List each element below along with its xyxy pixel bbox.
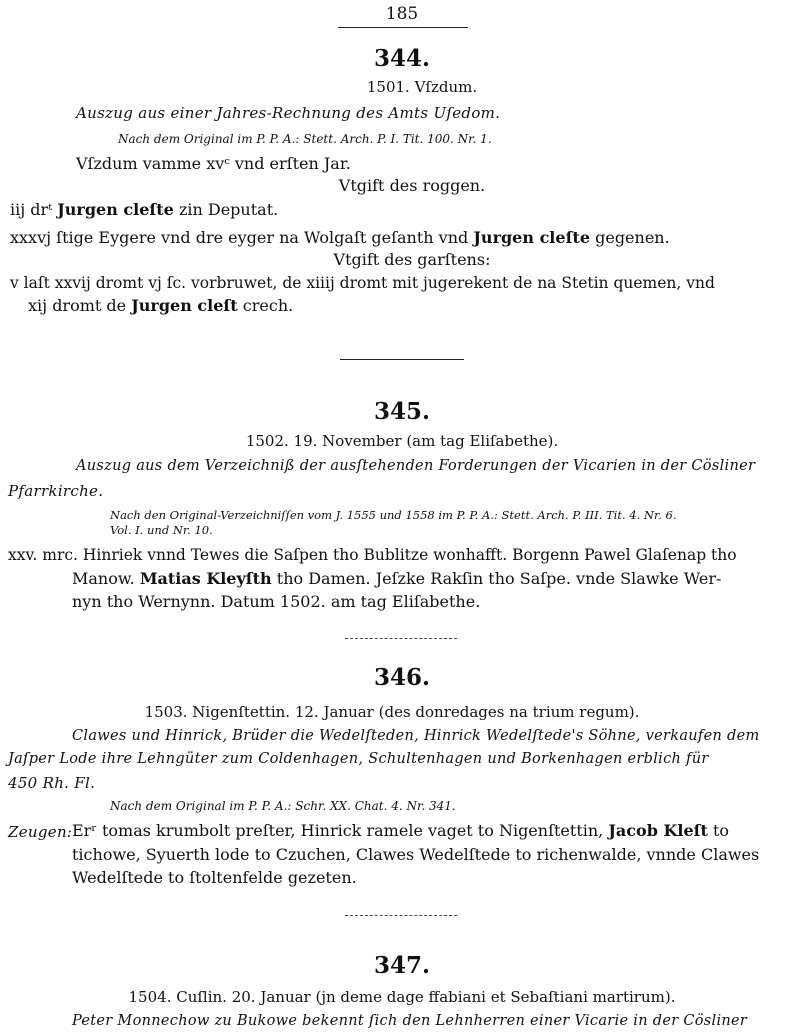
document-number-346: 346.: [373, 664, 431, 691]
text-line: Vſzdum vamme xvᶜ vnd erſten Jar.: [76, 154, 351, 173]
document-title-345-cont: Pfarrkirche.: [8, 482, 104, 500]
document-date-346: 1503. Nigenſtettin. 12. Januar (des donredages na trium regum).: [144, 703, 640, 721]
document-title-346-cont: 450 Rh. Fl.: [8, 774, 96, 792]
text-line: Manow. Matias Kleyſth tho Damen. Jeſzke Rakſin tho Saſpe. vnde Slawke Wer-: [72, 569, 722, 588]
text-line: tichowe, Syuerth lode to Czuchen, Clawes Wedelſtede to richenwalde, vnnde Clawes: [72, 845, 760, 864]
person-name: Jacob Kleſt: [608, 821, 708, 840]
document-source-345: Nach den Original-Verzeichniſſen vom J. 1555 und 1558 im P. P. A.: Stett. Arch. P. III. Tit. 4. Nr. 6.: [110, 508, 677, 522]
document-source-346: Nach dem Original im P. P. A.: Schr. XX. Chat. 4. Nr. 341.: [110, 799, 456, 813]
text-line: xxv. mrc. Hinriek vnnd Tewes die Saſpen tho Bublitze wonhafft. Borgenn Pawel Glaſenap tho: [8, 546, 737, 564]
text-line: xxxvj ſtige Eygere vnd dre eyger na Wolgaſt geſanth vnd Jurgen cleſte gegenen.: [10, 228, 670, 247]
document-title-346: Clawes und Hinrick, Brüder die Wedelſteden, Hinrick Wedelſtede's Söhne, verkaufen dem: [72, 728, 760, 744]
person-name: Matias Kleyſth: [139, 569, 272, 588]
document-source-344: Nach dem Original im P. P. A.: Stett. Arch. P. I. Tit. 100. Nr. 1.: [118, 132, 492, 146]
document-title-344: Auszug aus einer Jahres-Rechnung des Amts Uſedom.: [76, 104, 501, 122]
section-separator: [345, 638, 457, 639]
section-separator: [345, 915, 457, 916]
document-source-345-cont: Vol. I. und Nr. 10.: [110, 523, 213, 537]
page-number-rule: [338, 27, 468, 28]
document-number-345: 345.: [373, 398, 431, 425]
text-line: Wedelſtede to ſtoltenfelde gezeten.: [72, 868, 357, 887]
document-title-347: Peter Monnechow zu Bukowe bekennt ſich den Lehnherren einer Vicarie in der Cösliner: [72, 1013, 748, 1029]
section-separator: [340, 359, 464, 360]
section-heading: Vtgift des roggen.: [338, 176, 486, 195]
document-date-345: 1502. 19. November (am tag Eliſabethe).: [245, 432, 559, 450]
document-number-347: 347.: [373, 952, 431, 979]
text-line: nyn tho Wernynn. Datum 1502. am tag Eliſabethe.: [72, 592, 481, 611]
document-title-346-cont: Jaſper Lode ihre Lehngüter zum Coldenhagen, Schultenhagen und Borkenhagen erblich für: [8, 751, 709, 767]
text-line: Erʳ tomas krumbolt preſter, Hinrick ramele vaget to Nigenſtettin, Jacob Kleſt to: [72, 821, 730, 840]
section-heading: Vtgift des garſtens:: [333, 250, 491, 269]
document-date-347: 1504. Cuſlin. 20. Januar (jn deme dage ffabiani et Sebaſtiani martirum).: [128, 988, 676, 1006]
text-line: v laſt xxvij dromt vj ſc. vorbruwet, de xiiij dromt mit jugerekent de na Stetin quemen, vnd: [10, 274, 715, 292]
document-date-344: 1501. Vſzdum.: [366, 78, 478, 96]
person-name: Jurgen cleſte: [57, 200, 174, 219]
person-name: Jurgen cleſt: [131, 296, 238, 315]
witnesses-label: Zeugen:: [8, 823, 73, 841]
person-name: Jurgen cleſte: [473, 228, 591, 247]
text-line: xij dromt de Jurgen cleſt crech.: [28, 296, 294, 315]
page-number: 185: [385, 4, 419, 24]
document-number-344: 344.: [373, 45, 431, 72]
text-line: iij drᵗ Jurgen cleſte zin Deputat.: [10, 200, 279, 219]
document-title-345: Auszug aus dem Verzeichniß der ausſtehenden Forderungen der Vicarien in der Cösliner: [76, 458, 756, 474]
